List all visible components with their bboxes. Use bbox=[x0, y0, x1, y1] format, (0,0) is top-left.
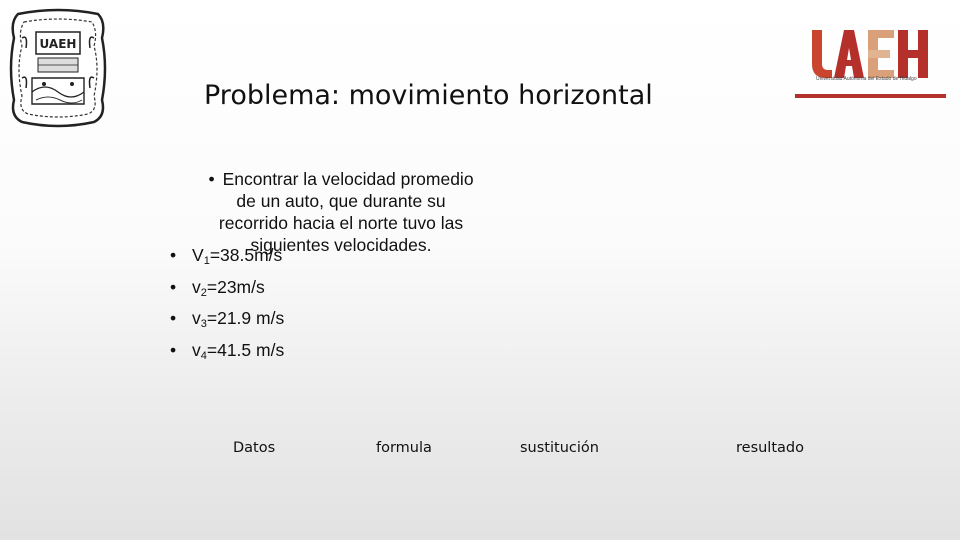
velocity-symbol: v bbox=[192, 276, 201, 297]
university-seal-icon bbox=[8, 8, 108, 128]
velocity-value: =21.9 m/s bbox=[206, 308, 285, 328]
velocity-item bbox=[170, 240, 284, 272]
velocity-symbol: v bbox=[192, 308, 201, 328]
bullet: • bbox=[208, 169, 215, 189]
velocity-item bbox=[170, 272, 284, 304]
column-label-datos: Datos bbox=[233, 440, 276, 456]
logo-caption: Universidad Autónoma del Estado de Hidalgo bbox=[816, 76, 917, 82]
uaeh-logo-icon bbox=[806, 26, 948, 102]
problem-statement-text: Encontrar la velocidad promedio de un auto, que durante su recorrido hacia el norte tuvo las siguientes velocidades. bbox=[218, 169, 474, 255]
velocity-value: =38.5m/s bbox=[209, 245, 283, 265]
velocity-subscript: 2 bbox=[200, 286, 207, 299]
bullet: • bbox=[170, 276, 177, 297]
bullet: • bbox=[170, 245, 177, 265]
velocity-item bbox=[170, 335, 284, 367]
velocity-subscript: 4 bbox=[200, 349, 207, 362]
velocity-item bbox=[170, 303, 284, 335]
velocity-subscript: 1 bbox=[203, 255, 210, 267]
logo-divider bbox=[795, 94, 946, 98]
column-label-formula: formula bbox=[376, 440, 432, 456]
velocity-symbol: v bbox=[192, 339, 201, 360]
column-label-sustitucion: sustitución bbox=[520, 440, 599, 456]
seal-lettering: UAEH bbox=[39, 37, 77, 51]
velocity-subscript: 3 bbox=[200, 318, 207, 330]
slide-title: Problema: movimiento horizontal bbox=[204, 80, 653, 111]
velocity-list bbox=[170, 240, 284, 366]
bullet: • bbox=[170, 308, 177, 328]
bullet: • bbox=[170, 339, 177, 360]
velocity-value: =23m/s bbox=[206, 276, 265, 297]
column-label-resultado: resultado bbox=[736, 440, 804, 456]
velocity-value: =41.5 m/s bbox=[206, 339, 285, 360]
velocity-symbol: V bbox=[192, 245, 204, 265]
